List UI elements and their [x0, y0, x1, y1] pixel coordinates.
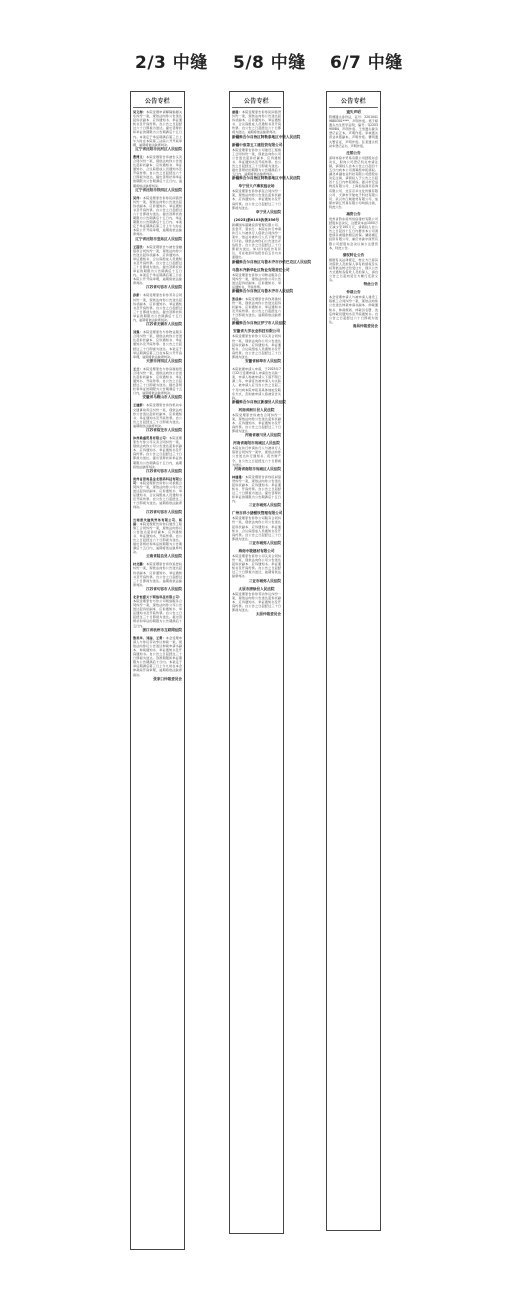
- notice-item: [131, 245, 184, 291]
- notice-item: [131, 155, 184, 193]
- notice-signature: 三亚市城郊人民法院: [248, 578, 281, 583]
- notice-signature: 河南省南阳市宛城区人民法院: [234, 466, 281, 471]
- notice-addressee: 唐雄：: [232, 110, 242, 114]
- notice-signature: 辽宁省沈阳市皇姑区人民法院: [135, 236, 182, 241]
- notice-body: [133, 245, 182, 286]
- notice-body: [329, 217, 378, 250]
- notice-text: 本院受理原告诉你公司买卖合同纠纷一案，现依法向你公司公告送达起诉状副本、应诉通知书、举证通知书及开庭传票。自公告之日起经过三十日即视为送达，逾期将依法缺席判决。: [232, 553, 281, 579]
- notice-addressee: 王建新：: [133, 403, 147, 408]
- notice-body: [133, 367, 182, 396]
- notice-signature: 河南省淅川县人民法院: [245, 433, 281, 438]
- notice-signature: 江苏省句容市人民法院: [146, 285, 182, 290]
- notice-item: [327, 110, 380, 148]
- notice-item: [230, 329, 283, 364]
- column-title: 公告专栏: [329, 94, 378, 108]
- notice-body: [133, 518, 182, 555]
- notice-title: 新疆中泉第五工建投资有限公司：: [232, 142, 286, 147]
- notice-text: 本院受理原告诉你追偿权纠纷一案，现依法向你公告送达起诉状副本、应诉通知书、举证通知书及开庭传票。自公告之日起经过三十日即视为送达。逾期将依法缺席判决。: [133, 562, 183, 587]
- notice-text: 深圳市鼎丰贸易有限公司经股东会决议，拟向公司登记机关申请注销，请债权人自本公告之日起四十五日内向本公司清算组申报债权。湖北卓越农业科技有限公司经股东决定注销，请债权人于公告之日起四十五日内申报债权。嘉兴市宏远物流有限公司、上海恒信商务咨询有限公司、北京京华文化传媒有限公司、天津市宇航电子科技有限公司、武汉市江城建材有限公司、成都市锦江贸易有限公司均拟注销，特此公告。: [329, 155, 378, 209]
- notice-column-2-3: [130, 91, 185, 1250]
- notice-body: [133, 595, 182, 628]
- notice-item: [230, 511, 283, 546]
- notice-item: [230, 296, 286, 327]
- notice-item: [327, 290, 380, 329]
- notice-signature: 新疆维吾尔自治区乌鲁木齐市人民法院: [232, 288, 294, 293]
- notice-body: [232, 110, 281, 135]
- notice-body: [232, 334, 281, 359]
- notice-addressee: 村北鹏：: [133, 562, 147, 567]
- notice-body: [329, 156, 378, 209]
- notice-text: 本院受理原告诉你公司物业服务合同纠纷一案，现依法向你公司公告送达起诉状副本、应诉通知书、举证通知书、开庭传票。: [232, 272, 281, 289]
- notice-body: [232, 413, 281, 433]
- notice-item: [230, 408, 283, 438]
- notice-text: 本院受理原告诉你公司建设工程施工合同纠纷一案，现依法向你公司公告送达起诉状副本、应诉通知书、举证通知书及开庭传票。自公告之日起经过三十日即视为送达。提出答辩状的期限为公告期满后十五日内，逾期将依法缺席判决。: [232, 147, 281, 177]
- notice-signature: 安徽省蚌埠市人民法院: [245, 359, 281, 364]
- notice-title: 安徽省大学农业科技有限公司: [233, 329, 280, 334]
- notice-body: [232, 475, 281, 504]
- notice-title: 仲裁公告: [346, 290, 361, 295]
- notice-item: [230, 110, 301, 140]
- notice-addressee: 林建雄：: [232, 474, 246, 479]
- notice-signature: 天津市河西区人民法院: [146, 358, 182, 363]
- notice-body: [232, 223, 281, 260]
- notice-addressee: 张成林：: [232, 296, 246, 301]
- notice-signature: 南昌仲裁委员会: [352, 323, 378, 328]
- notice-text: 本院受理原告诉你劳务合同纠纷一案，现依法向你公告送达起诉状副本、应诉通知书、举证通知书及开庭传票。自公告之日起经过三十日即视为送达。提出答辩状和举证的期限为公告期满后十五日内，逾期将依法缺席判决。: [133, 293, 183, 323]
- notice-addressee: 北京恒源天下网络科技有限公司：: [133, 594, 182, 599]
- notice-item: [327, 253, 380, 288]
- notice-body: [133, 562, 182, 587]
- notice-text: 本院受理原告诉你公司服务合同纠纷一案，现依法向你公司公告送达起诉状副本、应诉通知书、举证通知书、合议庭组成人员通知书及开庭传票。自公告之日起经过三十日即视为送达。: [232, 516, 281, 541]
- notice-addressee: 贵州省思南县金北数码科技有限公司：: [133, 476, 182, 485]
- notice-addressee: 孙新：: [133, 293, 143, 298]
- notice-text: 本院受理原告诉你民间借贷纠纷一案，现依法向你公告送达起诉状副本、应诉通知书、举证通知书、开庭传票。自公告之日起经过三十日即视为送达。提出答辩状和举证的期限为公告期满后十五日内。: [232, 474, 282, 504]
- notice-text: 新疆国华富隆投资管理有限公司、张金平、蔡永红：本院在执行申请执行人与被执行人借款合同纠纷一案中，依法对被执行人名下财产进行评估，现依法向你们公告送达评估报告。自公告之日起经过三十日即视为送达。如对评估报告有异议，可在收到评估报告后五日内书面提出。: [232, 222, 281, 260]
- notice-text: 本院受理原告诉你民间借贷纠纷一案，现依法向你公告送达起诉状副本、应诉通知书、举证通知书、合议庭组成人员通知书及开庭传票。自公告之日起经过六十日即视为送达。逾期将依法缺席判决。: [232, 110, 282, 135]
- notice-item: [230, 587, 283, 617]
- notice-item: [327, 212, 380, 250]
- notice-signature: 江苏省宿迁市人民法院: [146, 428, 182, 432]
- notice-signature: 新疆维吾尔自治区伊宁市人民法院: [232, 321, 286, 326]
- notice-text: 本院受理原告与你物业服务合同纠纷一案，现依法向你公告送达起诉状副本、应诉通知书、举证通知书及开庭传票。自公告之日起经过三十日即视为送达。本案定于举证期满后第三日在本院公开开庭审理，逾期将依法缺席判决。: [133, 330, 183, 359]
- notice-signature: 云南省陆良县人民法院: [146, 554, 182, 559]
- notice-text: 本院受理原告诉你劳动争议纠纷一案，现依法向你公告送达起诉状副本、应诉通知书、举证通知书及开庭传票。自公告之日起经过三十日即视为送达。: [232, 591, 281, 612]
- notice-signature: 三亚市城郊人民法院: [248, 540, 281, 545]
- notice-addressee: 刘强：: [133, 330, 143, 335]
- notice-body: [232, 592, 281, 612]
- notice-body: [232, 367, 281, 400]
- notice-item: [131, 196, 184, 242]
- notice-body: [232, 273, 281, 289]
- notice-text: 本会受理申请人与被申请人建设工程施工合同纠纷一案，现依法向你公告送达仲裁申请书副本、仲裁通知书、仲裁规则、仲裁员名册、选定仲裁员通知书及开庭通知书。自公告之日起经过六十日即视为送达。: [329, 295, 378, 324]
- notice-text: 本院受理原告诉你民间借贷纠纷一案，现依法向你公告送达起诉状副本、应诉通知书、举证通知书及开庭传票。自公告之日起经过六十日即视为送达。提出答辩状的期限为公告期满后十五日内，举证期限为公告期满后十五日内。本案定于举证期满后第三日上午九时在本院公开开庭审理，逾期将依法缺席判决。: [133, 195, 183, 237]
- notice-addressee: 吴文海：: [133, 110, 147, 114]
- notice-body: [232, 189, 281, 209]
- notice-text: 本院受理原告诉你们建设工程施工合同纠纷一案，现依法向你们公告送达起诉状副本、应诉通知书、举证通知书、开庭传票。自公告之日起经过六十日即视为送达。提出答辩状和举证的期限为公告期满后十五日内，逾期将依法缺席判决。: [133, 521, 183, 555]
- notice-item: [230, 549, 283, 584]
- notice-body: [329, 295, 378, 324]
- notice-text: 本院受理原告诉被告合同纠纷一案，现依法向你公告送达起诉状副本、应诉通知书、举证通知书及开庭传票。自公告之日起经过三十日即视为送达。: [232, 412, 281, 434]
- notice-title: 注销公告: [346, 150, 361, 155]
- notice-title: 广州吉祥小猪餐饮管理有限公司: [232, 511, 283, 516]
- column-title: 公告专栏: [232, 94, 281, 108]
- notice-item: [230, 142, 301, 182]
- notice-list: [327, 110, 380, 329]
- notice-text: 本院受理原告与你公司网络服务合同纠纷一案，现依法向你公司公告送达起诉状副本、应诉通知书、举证通知书及开庭传票。自公告之日起经过三十日即视为送达。提出答辩状和举证的期限为公告期满后十五日内。: [133, 599, 182, 628]
- notice-body: [133, 196, 182, 237]
- notice-text: 本院受理原告诉你离婚纠纷一案，现依法向你公告送达起诉状副本、应诉通知书、举证通知书及开庭传票。自公告之日起经过六十日即视为送达。逾期将依法缺席判决。: [232, 296, 282, 322]
- notice-list: [131, 110, 184, 682]
- notice-title: 乌鲁木齐新华社区物业有限责任公司: [232, 267, 290, 272]
- notice-title: 遗失声明: [346, 110, 361, 114]
- notice-signature: 辽宁省沈阳市沈河区人民法院: [135, 146, 182, 151]
- notice-body: [133, 403, 182, 428]
- notice-signature: 新疆维吾尔自治区新源县人民法院: [232, 399, 286, 404]
- notice-item: [131, 293, 184, 327]
- notice-signature: 张家口仲裁委员会: [153, 676, 182, 681]
- notice-body: [329, 258, 378, 283]
- notice-body: [232, 446, 281, 466]
- notice-signature: 江苏省无锡市人民法院: [146, 322, 182, 327]
- notice-body: [133, 477, 182, 510]
- notice-signature: 江苏省句容市人民法院: [146, 509, 182, 514]
- notice-item: [131, 436, 184, 474]
- notice-text: 本院受理原告与被告金融借款合同纠纷一案，现依法向你公告送达起诉状副本、应诉通知书、举证通知书、合议庭组成人员通知书及开庭传票。自公告之日起经过三十日即视为送达。提出答辩状和举证的期限为公告期满后十五日内。本案定于举证期满后第三日在本院公开开庭审理，逾期将依法缺席判决。: [133, 244, 183, 286]
- notice-text: 本院受理原告诉被告买卖合同纠纷一案，现依法向你公告送达起诉状副本、应诉通知书、举证通知书、合议庭组成人员通知书及开庭传票。自公告之日起经过六十日即视为送达。提出答辩状和举证的期限为公告期满后十五日内，逾期将依法缺席判决。: [133, 154, 183, 188]
- notice-addressee: 曹博文：: [133, 154, 147, 159]
- notice-body: [232, 516, 281, 541]
- notice-item: [230, 184, 283, 214]
- notice-body: [133, 330, 182, 359]
- notice-item: [131, 367, 184, 401]
- notice-body: [133, 293, 182, 322]
- notice-addressee: 吴伟：: [133, 195, 143, 200]
- notice-signature: 三亚市城郊人民法院: [248, 503, 281, 508]
- notice-item: [131, 636, 184, 682]
- notice-column-5-8: [229, 91, 312, 1234]
- notice-signature: 太原仲裁委员会: [255, 611, 281, 616]
- notice-text: 本院受理原告诉你公司承揽合同纠纷一案，现依法向你公司公告送达起诉状副本、应诉通知书、举证通知书、合议庭组成人员通知书及开庭传票。自公告之日起经过三十日即视为送达。逾期将依法缺席判决。: [133, 480, 183, 510]
- notice-text: 本会受理申请人与你们劳动争议仲裁一案，现依法向你们公告送达仲裁申请书副本、仲裁通知书、举证通知书及开庭通知书。自公告之日起经过三十日即视为送达。答辩期限和举证期限为公告期满后十日内。本案定于举证期满后第三日上午九时在本会仲裁庭开庭审理，逾期将依法缺席裁决。: [133, 635, 183, 677]
- notice-body: [232, 148, 281, 177]
- notice-signature: 新疆维吾尔自治区阿勒泰地区中级人民法院: [232, 134, 301, 139]
- notice-item: [327, 151, 380, 209]
- notice-signature: 江苏省句容市人民法院: [146, 586, 182, 591]
- notice-item: [230, 217, 312, 265]
- notice-addressee: 王国民：: [133, 244, 147, 249]
- notice-item: [230, 267, 294, 294]
- notice-body: [329, 115, 378, 148]
- notice-text: 本院受理原告与你公司买卖合同纠纷一案，现依法向你公司公告送达起诉状副本、应诉通知书、举证通知书及开庭传票。自公告之日起经过三十日即视为送达。提出答辩状和举证的期限为公告期满后十五日内，逾期将依法缺席判决。: [133, 436, 183, 469]
- notice-signature: 阜宁县人民法院: [255, 209, 281, 214]
- notice-text: 本院受理原告诉你机动车交通事故责任纠纷一案，现依法向你公告送达起诉状副本、应诉通知书、举证通知书及开庭传票。自公告之日起经过三十日即视为送达。逾期将依法缺席判决。: [133, 403, 183, 428]
- notice-item: [230, 367, 286, 405]
- notice-title: 海南中骏建材有限公司: [238, 548, 275, 553]
- notice-signature: 新疆维吾尔自治区阿勒泰地区中级人民法院: [232, 176, 301, 181]
- notice-title: 河南省南阳市宛城区人民法院: [233, 441, 280, 446]
- notice-item: [230, 441, 283, 471]
- column-title: 公告专栏: [133, 94, 182, 108]
- notice-text: 本院受理原告诉你公司买卖合同纠纷一案，现依法向你公司公告送达起诉状副本、应诉通知书、举证通知书、合议庭组成人员通知书及开庭传票。自公告之日起经过三十日即视为送达。: [232, 334, 281, 359]
- notice-item: [131, 562, 184, 592]
- notice-item: [131, 477, 184, 515]
- notice-addressee: 王兰：: [133, 366, 143, 371]
- column-header-2-3: 2/3 中缝: [135, 53, 208, 73]
- notice-body: [232, 554, 281, 579]
- notice-text: 陈娜遗失身份证，证号：22010419880301****，声明作废。郑子婷遗失出生医学证明，编号：Q220390084，声明作废。王雪遗失税务登记证正本，声明作废。李林遗失营业执照副本，声明作废。曹明遗失警官证，声明作废。张某遗失机动车登记证书，声明作废。: [329, 115, 378, 148]
- notice-text: 本院受理申请解除婚姻关系纠纷一案，现依法向你公告送达起诉状副本、应诉通知书、举证通知书及开庭传票。自公告之日起经过六十日即视为送达。提出答辩状和举证的期限为公告期满后十五日内。本案定于举证期满后第三日上午九时在本院第三法庭公开开庭审理，逾期将依法缺席判决。: [133, 110, 183, 147]
- notice-title: 太原市清徐县人民法院: [238, 586, 275, 591]
- notice-signature: 浙江省杭州市互联网法院: [142, 627, 182, 632]
- notice-addressee: 沐州鼎盛贸易有限公司：: [133, 436, 170, 440]
- notice-title: 减资公告: [346, 211, 361, 216]
- notice-item: [131, 330, 184, 364]
- notice-text: 本院受理原告与你房屋租赁合同纠纷一案，现依法向你公告送达起诉状副本、应诉通知书、举证通知书、开庭传票。自公告之日起经过三十日即视为送达。提出答辩状和举证的期限为公告期满后十五日内，逾期将依法缺席判决。: [133, 366, 183, 396]
- notice-title: 河南省淅川县人民法院: [238, 407, 275, 412]
- notice-text: 根据有关法律规定，转让方已将其对借款人及担保人享有的债权及从权利依法转让给受让方，现以公告方式通知各借款人及担保人，请自公告之日起向受让方履行还款义务。: [329, 257, 378, 283]
- notice-signature: 江苏省句容市人民法院: [146, 468, 182, 473]
- column-header-6-7: 6/7 中缝: [330, 53, 403, 73]
- notice-title: 阜宁县大卢滩家庭农场: [238, 184, 275, 189]
- notice-item: [131, 110, 184, 152]
- notice-body: [133, 110, 182, 147]
- notice-title: 债权转让公告: [342, 252, 365, 257]
- notice-body: [133, 636, 182, 677]
- notice-item: [131, 595, 184, 633]
- notice-signature: 新疆维吾尔自治区乌鲁木齐市沙依巴克区人民法院: [232, 259, 312, 264]
- notice-text: 本院依据申请人申请，于2025年7月22日受理申请人申请宣告失踪一案，申请人称被申请人下落不明已满二年，申请宣告被申请人为失踪人。被申请人应当自公告之日起三个月内向本院申报其具体地址及联系方式，否则被申请人将被宣告失踪。: [232, 367, 281, 400]
- notice-text: 本院在执行申请执行人与被执行人借款合同纠纷一案中，现依法向你公告送达执行通知书、报告财产令。自公告之日起经过六十日即视为送达。: [232, 446, 281, 467]
- notice-text: 本院受理原告诉你承包合同纠纷一案，现依法向你公告送达起诉状副本、应诉通知书、举证通知书及开庭传票。自公告之日起经过三十日即视为送达。: [232, 189, 281, 210]
- notice-text: 贵州省黔东南州恒信建材有限公司经股东会决议，注册资本由1000万元减少至100万元，请债权人自公告之日起四十五日内要求本公司清偿债务或提供相应担保。湖南湘江投资有限公司、重庆市渝中商贸有限公司经股东会决议减少注册资本，特此公告。: [329, 216, 378, 250]
- notice-item: [230, 475, 283, 509]
- notice-body: [232, 297, 281, 322]
- column-header-5-8: 5/8 中缝: [233, 53, 306, 73]
- notice-title: (2025)新0103执恢356号: [233, 217, 280, 222]
- notice-signature: 特此公告: [363, 282, 378, 287]
- notice-item: [131, 518, 184, 560]
- notice-body: [133, 436, 182, 469]
- notice-column-6-7: [326, 91, 381, 1231]
- notice-addressee: 鲁美华、刘丽、王勇：: [133, 635, 166, 640]
- notice-signature: 辽宁省沈阳市铁西区人民法院: [135, 187, 182, 192]
- notice-list: [230, 110, 312, 617]
- notice-addressee: 云南普关建筑劳务有限公司、杨晨：: [133, 517, 182, 526]
- notice-item: [131, 403, 184, 433]
- notice-body: [133, 155, 182, 188]
- notice-signature: 安徽省马鞍山市人民法院: [142, 395, 182, 400]
